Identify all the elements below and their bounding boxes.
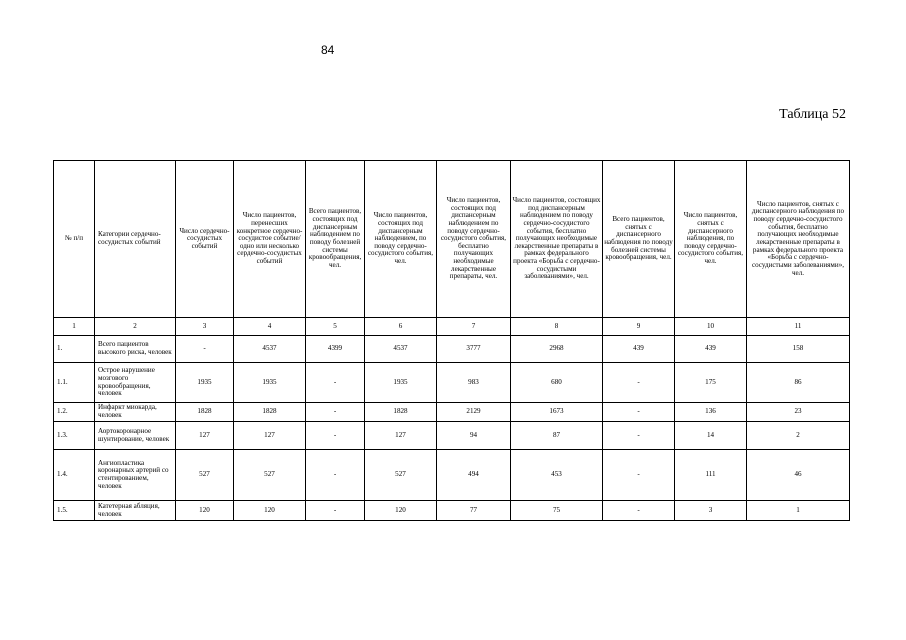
table-cell: 1 [747,501,850,521]
header-cell: Число пациентов, состоящих под диспансерным наблюдением, по поводу сердечно-сосудистого события, чел. [365,161,437,318]
table-cell: 127 [365,422,437,450]
row-number: 1.4. [54,450,95,501]
table-cell: 527 [365,450,437,501]
table-cell: 94 [437,422,511,450]
column-number: 2 [95,318,176,336]
header-cell: Число пациентов, снятых с диспансерного наблюдения по поводу сердечно-сосудистого события, бесплатно получающих необходимые лекарственные препараты в рамках федерального проекта «Борьба с сердечно-сосудистыми заболеваниями», чел. [747,161,850,318]
header-cell: Число сердечно-сосудистых событий [176,161,234,318]
table-cell: 1828 [234,403,306,422]
table-cell: - [176,336,234,363]
table-cell: 680 [511,363,603,403]
table-row [54,363,850,403]
table-cell: 120 [234,501,306,521]
table-cell: - [603,501,675,521]
table-cell: 120 [176,501,234,521]
header-cell: № п/п [54,161,95,318]
header-cell: Число пациентов, снятых с диспансерного наблюдения, по поводу сердечно-сосудистого события, чел. [675,161,747,318]
column-number: 8 [511,318,603,336]
table-cell: 1673 [511,403,603,422]
column-number: 1 [54,318,95,336]
table-row [54,403,850,422]
data-table [53,160,850,521]
row-category: Острое нарушение мозгового кровообращения, человек [95,363,176,403]
table-cell: 1935 [365,363,437,403]
table-cell: - [603,422,675,450]
table-cell: 3 [675,501,747,521]
table-row [54,450,850,501]
row-number: 1.3. [54,422,95,450]
row-category: Инфаркт миокарда, человек [95,403,176,422]
table-cell: 14 [675,422,747,450]
table-cell: - [306,422,365,450]
column-number-row [54,318,850,336]
table-cell: - [306,501,365,521]
table-cell: 527 [176,450,234,501]
table-cell: 136 [675,403,747,422]
table-row [54,501,850,521]
table-cell: 75 [511,501,603,521]
column-number: 4 [234,318,306,336]
table-cell: - [603,363,675,403]
header-cell: Категории сердечно-сосудистых событий [95,161,176,318]
row-number: 1.5. [54,501,95,521]
row-category: Всего пациентов высокого риска, человек [95,336,176,363]
table-cell: 77 [437,501,511,521]
table-cell: 4399 [306,336,365,363]
table-cell: 2 [747,422,850,450]
column-number: 9 [603,318,675,336]
table-caption: Таблица 52 [779,107,846,122]
column-number: 3 [176,318,234,336]
table-cell: 111 [675,450,747,501]
table-cell: - [306,403,365,422]
table-cell: 1828 [176,403,234,422]
table-cell: 127 [234,422,306,450]
table-cell: 23 [747,403,850,422]
table-cell: 3777 [437,336,511,363]
page-number: 84 [321,43,335,57]
header-cell: Число пациентов, перенесших конкретное сердечно-сосудистое событие/ одно или несколько сердечно-сосудистых событий [234,161,306,318]
column-number: 10 [675,318,747,336]
table-cell: 158 [747,336,850,363]
row-category: Аортокоронарное шунтирование, человек [95,422,176,450]
table-cell: 453 [511,450,603,501]
row-category: Ангиопластика коронарных артерий со стентированием, человек [95,450,176,501]
table-cell: - [306,450,365,501]
table-cell: 1935 [234,363,306,403]
table-cell: 4537 [234,336,306,363]
table-cell: 175 [675,363,747,403]
table-cell: 86 [747,363,850,403]
table-cell: 439 [675,336,747,363]
row-number: 1.2. [54,403,95,422]
table-cell: 87 [511,422,603,450]
table-row [54,422,850,450]
header-cell: Всего пациентов, состоящих под диспансерным наблюдением по поводу болезней системы кровообращения, чел. [306,161,365,318]
table-cell: - [306,363,365,403]
header-row [54,161,850,318]
table-cell: 2129 [437,403,511,422]
table-cell: 46 [747,450,850,501]
row-category: Катетерная абляция, человек [95,501,176,521]
table-cell: 127 [176,422,234,450]
table-cell: 983 [437,363,511,403]
table-cell: 2968 [511,336,603,363]
column-number: 7 [437,318,511,336]
column-number: 5 [306,318,365,336]
row-number: 1.1. [54,363,95,403]
table-cell: 494 [437,450,511,501]
table-cell: 1828 [365,403,437,422]
header-cell: Всего пациентов, снятых с диспансерного наблюдения по поводу болезней системы кровообращения, чел. [603,161,675,318]
header-cell: Число пациентов, состоящих под диспансерным наблюдением по поводу сердечно-сосудистого события, бесплатно получающих необходимые лекарственные препараты, чел. [437,161,511,318]
column-number: 11 [747,318,850,336]
row-number: 1. [54,336,95,363]
table-cell: 1935 [176,363,234,403]
table-cell: 120 [365,501,437,521]
table-cell: - [603,403,675,422]
table-row [54,336,850,363]
column-number: 6 [365,318,437,336]
table-cell: - [603,450,675,501]
header-cell: Число пациентов, состоящих под диспансерным наблюдением по поводу сердечно-сосудистого события, бесплатно получающих необходимые лекарственные препараты в рамках федерального проекта «Борьба с сердечно-сосудистыми заболеваниями», чел. [511,161,603,318]
table-cell: 527 [234,450,306,501]
table-cell: 4537 [365,336,437,363]
table-cell: 439 [603,336,675,363]
